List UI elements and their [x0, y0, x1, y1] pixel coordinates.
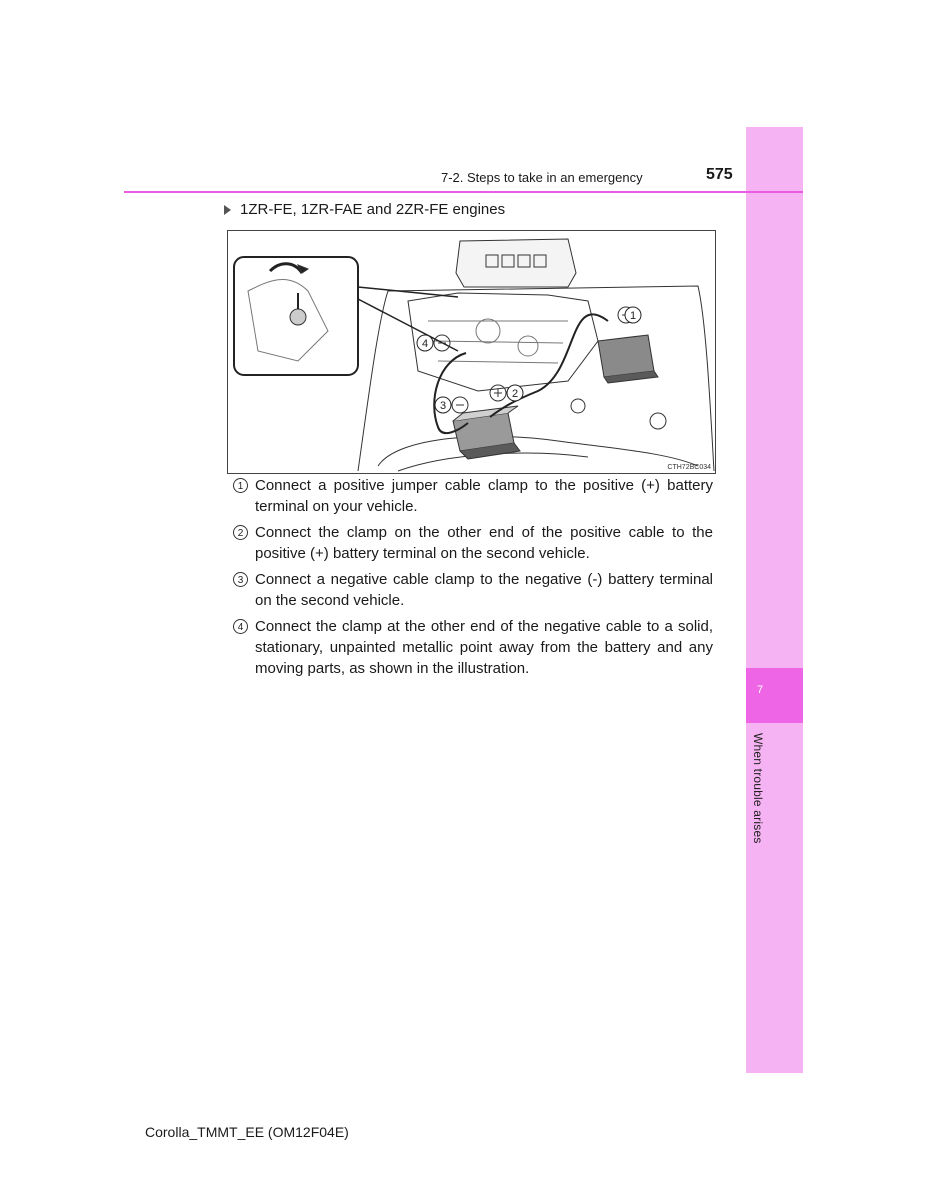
- callout-1: 1: [629, 310, 637, 322]
- step-text: Connect a positive jumper cable clamp to the positive (+) battery terminal on your vehicle.: [255, 477, 713, 515]
- step-list: [233, 475, 713, 684]
- chapter-marker: [746, 668, 803, 723]
- callout-labels: [228, 231, 716, 474]
- chapter-number: 7: [757, 684, 764, 696]
- step-text: Connect a negative cable clamp to the negative (-) battery terminal on the second vehicle.: [255, 571, 713, 609]
- figure-code: CTH72BC034: [667, 464, 711, 471]
- step-item: [233, 569, 713, 611]
- step-text: Connect the clamp on the other end of the positive cable to the positive (+) battery terminal on the second vehicle.: [255, 524, 713, 562]
- chapter-title: When trouble arises: [751, 733, 765, 844]
- step-item: [233, 475, 713, 517]
- step-number: 2: [233, 525, 248, 540]
- step-item: [233, 616, 713, 679]
- triangle-bullet-icon: [224, 205, 231, 215]
- step-number: 3: [233, 572, 248, 587]
- subheading-text: 1ZR-FE, 1ZR-FAE and 2ZR-FE engines: [240, 201, 506, 218]
- footer-doc-id: Corolla_TMMT_EE (OM12F04E): [145, 1124, 349, 1140]
- side-tab: [746, 127, 803, 1073]
- step-number: 4: [233, 619, 248, 634]
- header-rule: [124, 191, 803, 193]
- subheading: [224, 201, 505, 218]
- section-title: 7-2. Steps to take in an emergency: [441, 170, 643, 185]
- callout-4: 4: [421, 338, 429, 350]
- step-item: [233, 522, 713, 564]
- callout-2: 2: [511, 388, 519, 400]
- page-number: 575: [706, 166, 733, 183]
- engine-illustration: [227, 230, 716, 474]
- step-text: Connect the clamp at the other end of the negative cable to a solid, stationary, unpainted metallic point away from the battery and any moving parts, as shown in the illustration.: [255, 618, 713, 677]
- step-number: 1: [233, 478, 248, 493]
- callout-3: 3: [439, 400, 447, 412]
